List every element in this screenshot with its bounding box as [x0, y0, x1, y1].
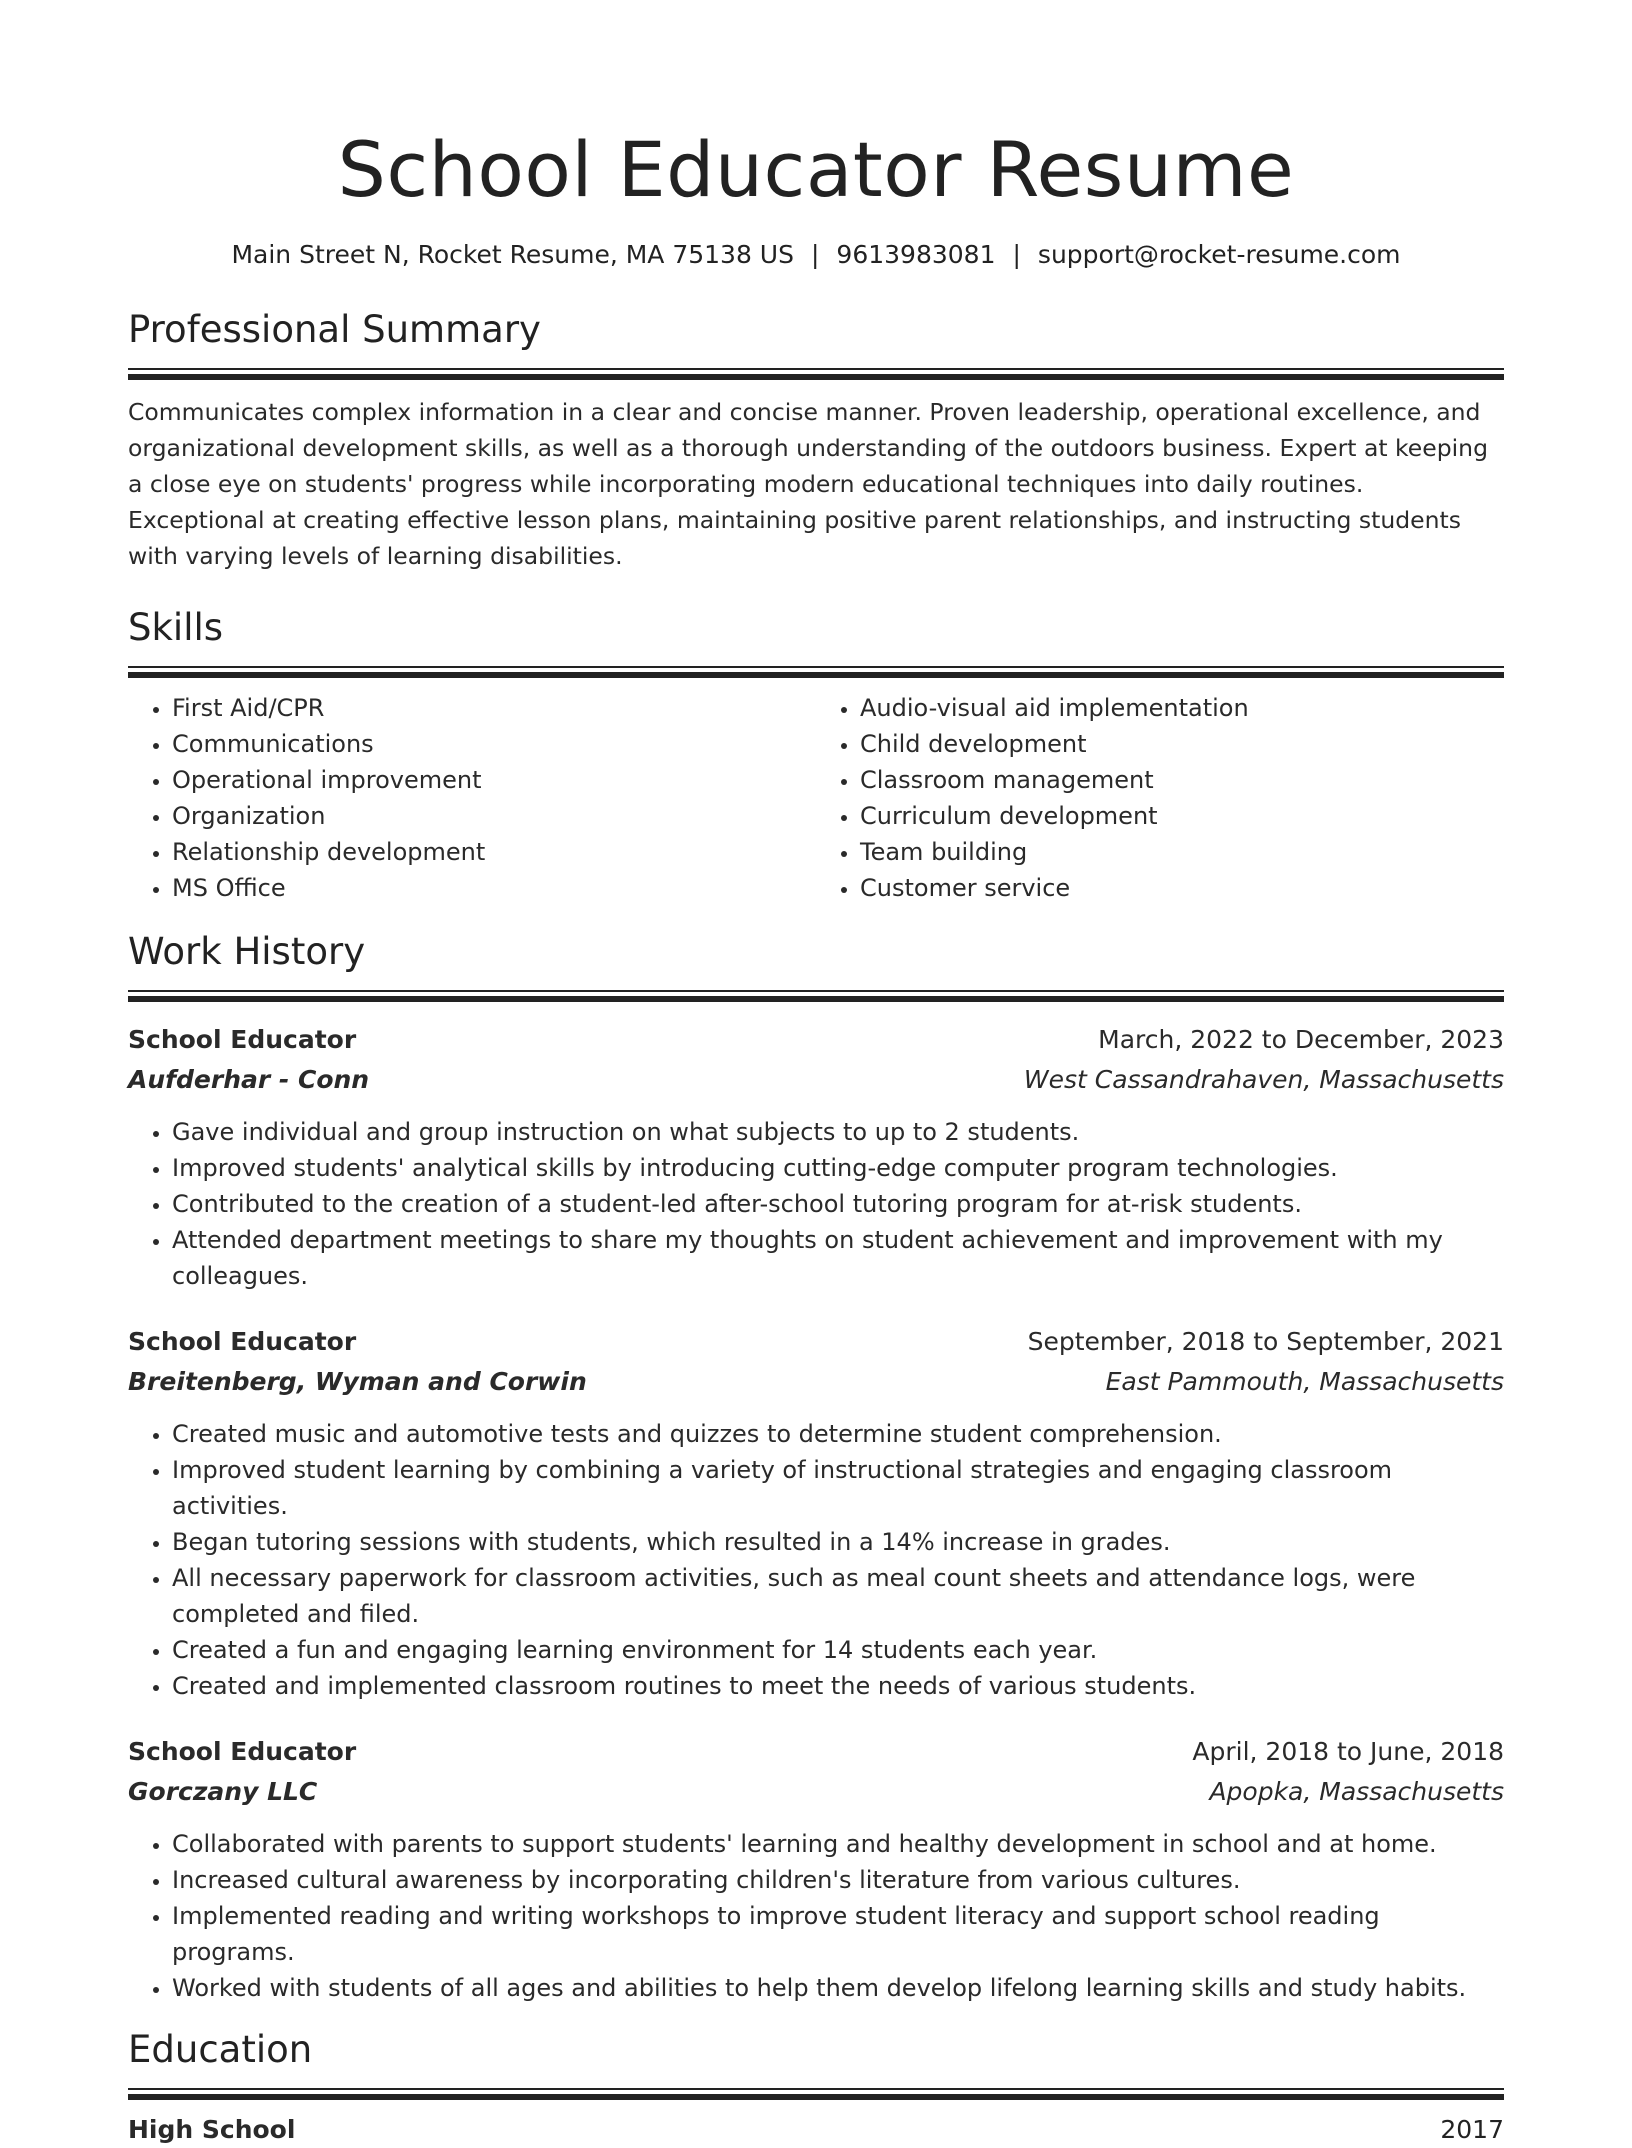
job-company: Gorczany LLC — [128, 1777, 318, 1806]
job-location: East Pammouth, Massachusetts — [1105, 1367, 1504, 1396]
summary-section — [128, 306, 1504, 574]
skills-list-right — [816, 690, 1504, 906]
section-divider — [128, 2088, 1504, 2100]
skills-heading: Skills — [128, 606, 224, 649]
education-section — [128, 2026, 1504, 2148]
job-bullet: • Created and implemented classroom routines to meet the needs of various students. — [172, 1668, 1504, 1704]
job-bullets — [128, 1416, 1504, 1704]
resume-title: School Educator Resume — [337, 125, 1295, 214]
job-header — [128, 1022, 1504, 1058]
contact-phone: 9613983081 — [836, 240, 996, 269]
job-location: West Cassandrahaven, Massachusetts — [1023, 1065, 1504, 1094]
skill-item: • Organization — [172, 798, 816, 834]
skills-columns — [128, 690, 1504, 906]
education-heading: Education — [128, 2028, 313, 2071]
job-bullet: • Created a fun and engaging learning environment for 14 students each year. — [172, 1632, 1504, 1668]
job-subheader — [128, 1774, 1504, 1810]
skill-item: • Child development — [860, 726, 1504, 762]
contact-separator: | — [810, 240, 820, 269]
job-company: Aufderhar - Conn — [128, 1065, 370, 1094]
skill-item: • Communications — [172, 726, 816, 762]
job-bullet: • Collaborated with parents to support students' learning and healthy development in school and at home. — [172, 1826, 1504, 1862]
skill-item: • Audio-visual aid implementation — [860, 690, 1504, 726]
contact-line — [128, 238, 1504, 272]
skill-item: • First Aid/CPR — [172, 690, 816, 726]
summary-heading: Professional Summary — [128, 308, 541, 351]
job-entry — [128, 1324, 1504, 1704]
work-history-heading: Work History — [128, 930, 366, 973]
job-title: School Educator — [128, 1025, 357, 1054]
job-bullets — [128, 1114, 1504, 1294]
work-history-section — [128, 928, 1504, 2006]
contact-address: Main Street N, Rocket Resume, MA 75138 US — [231, 240, 794, 269]
job-bullet: • Improved student learning by combining a variety of instructional strategies and engaging classroom activities. — [172, 1452, 1504, 1524]
job-title: School Educator — [128, 1737, 357, 1766]
job-subheader — [128, 1062, 1504, 1098]
education-entry — [128, 2112, 1504, 2148]
section-divider — [128, 990, 1504, 1002]
job-dates: April, 2018 to June, 2018 — [1192, 1737, 1504, 1766]
job-bullet: • Increased cultural awareness by incorporating children's literature from various cultures. — [172, 1862, 1504, 1898]
job-subheader — [128, 1364, 1504, 1400]
skill-item: • Team building — [860, 834, 1504, 870]
job-bullet: • Attended department meetings to share my thoughts on student achievement and improvement with my colleagues. — [172, 1222, 1504, 1294]
job-bullet: • Created music and automotive tests and quizzes to determine student comprehension. — [172, 1416, 1504, 1452]
skill-item: • Operational improvement — [172, 762, 816, 798]
job-dates: September, 2018 to September, 2021 — [1027, 1327, 1504, 1356]
job-bullet: • Contributed to the creation of a student-led after-school tutoring program for at-risk students. — [172, 1186, 1504, 1222]
skills-section — [128, 604, 1504, 906]
section-divider — [128, 666, 1504, 678]
job-bullets — [128, 1826, 1504, 2006]
contact-email: support@rocket-resume.com — [1037, 240, 1401, 269]
resume-page — [128, 0, 1504, 2148]
job-bullet: • Implemented reading and writing workshops to improve student literacy and support school reading programs. — [172, 1898, 1504, 1970]
job-bullet: • Improved students' analytical skills by introducing cutting-edge computer program technologies. — [172, 1150, 1504, 1186]
job-entry — [128, 1022, 1504, 1294]
job-company: Breitenberg, Wyman and Corwin — [128, 1367, 587, 1396]
job-location: Apopka, Massachusetts — [1209, 1777, 1504, 1806]
skill-item: • Relationship development — [172, 834, 816, 870]
contact-separator: | — [1012, 240, 1021, 269]
education-degree: High School — [128, 2115, 296, 2144]
job-bullet: • Began tutoring sessions with students, which resulted in a 14% increase in grades. — [172, 1524, 1504, 1560]
education-year: 2017 — [1440, 2115, 1504, 2144]
job-dates: March, 2022 to December, 2023 — [1098, 1025, 1504, 1054]
skill-item: • Curriculum development — [860, 798, 1504, 834]
job-title: School Educator — [128, 1327, 357, 1356]
job-entry — [128, 1734, 1504, 2006]
job-bullet: • All necessary paperwork for classroom activities, such as meal count sheets and attendance logs, were completed and filed. — [172, 1560, 1504, 1632]
skill-item: • MS Office — [172, 870, 816, 906]
job-bullet: • Worked with students of all ages and abilities to help them develop lifelong learning skills and study habits. — [172, 1970, 1504, 2006]
job-header — [128, 1324, 1504, 1360]
skills-list-left — [128, 690, 816, 906]
skill-item: • Classroom management — [860, 762, 1504, 798]
job-bullet: • Gave individual and group instruction on what subjects to up to 2 students. — [172, 1114, 1504, 1150]
summary-text: Communicates complex information in a clear and concise manner. Proven leadership, operational excellence, and organizational development skills, as well as a thorough understanding of the outdoors business. Expert at keeping a close eye on students' progress while incorporating modern educational techniques into daily routines. Exceptional at creating effective lesson plans, maintaining positive parent relationships, and instructing students with varying levels of learning disabilities. — [128, 398, 1488, 570]
job-header — [128, 1734, 1504, 1770]
section-divider — [128, 368, 1504, 380]
skill-item: • Customer service — [860, 870, 1504, 906]
